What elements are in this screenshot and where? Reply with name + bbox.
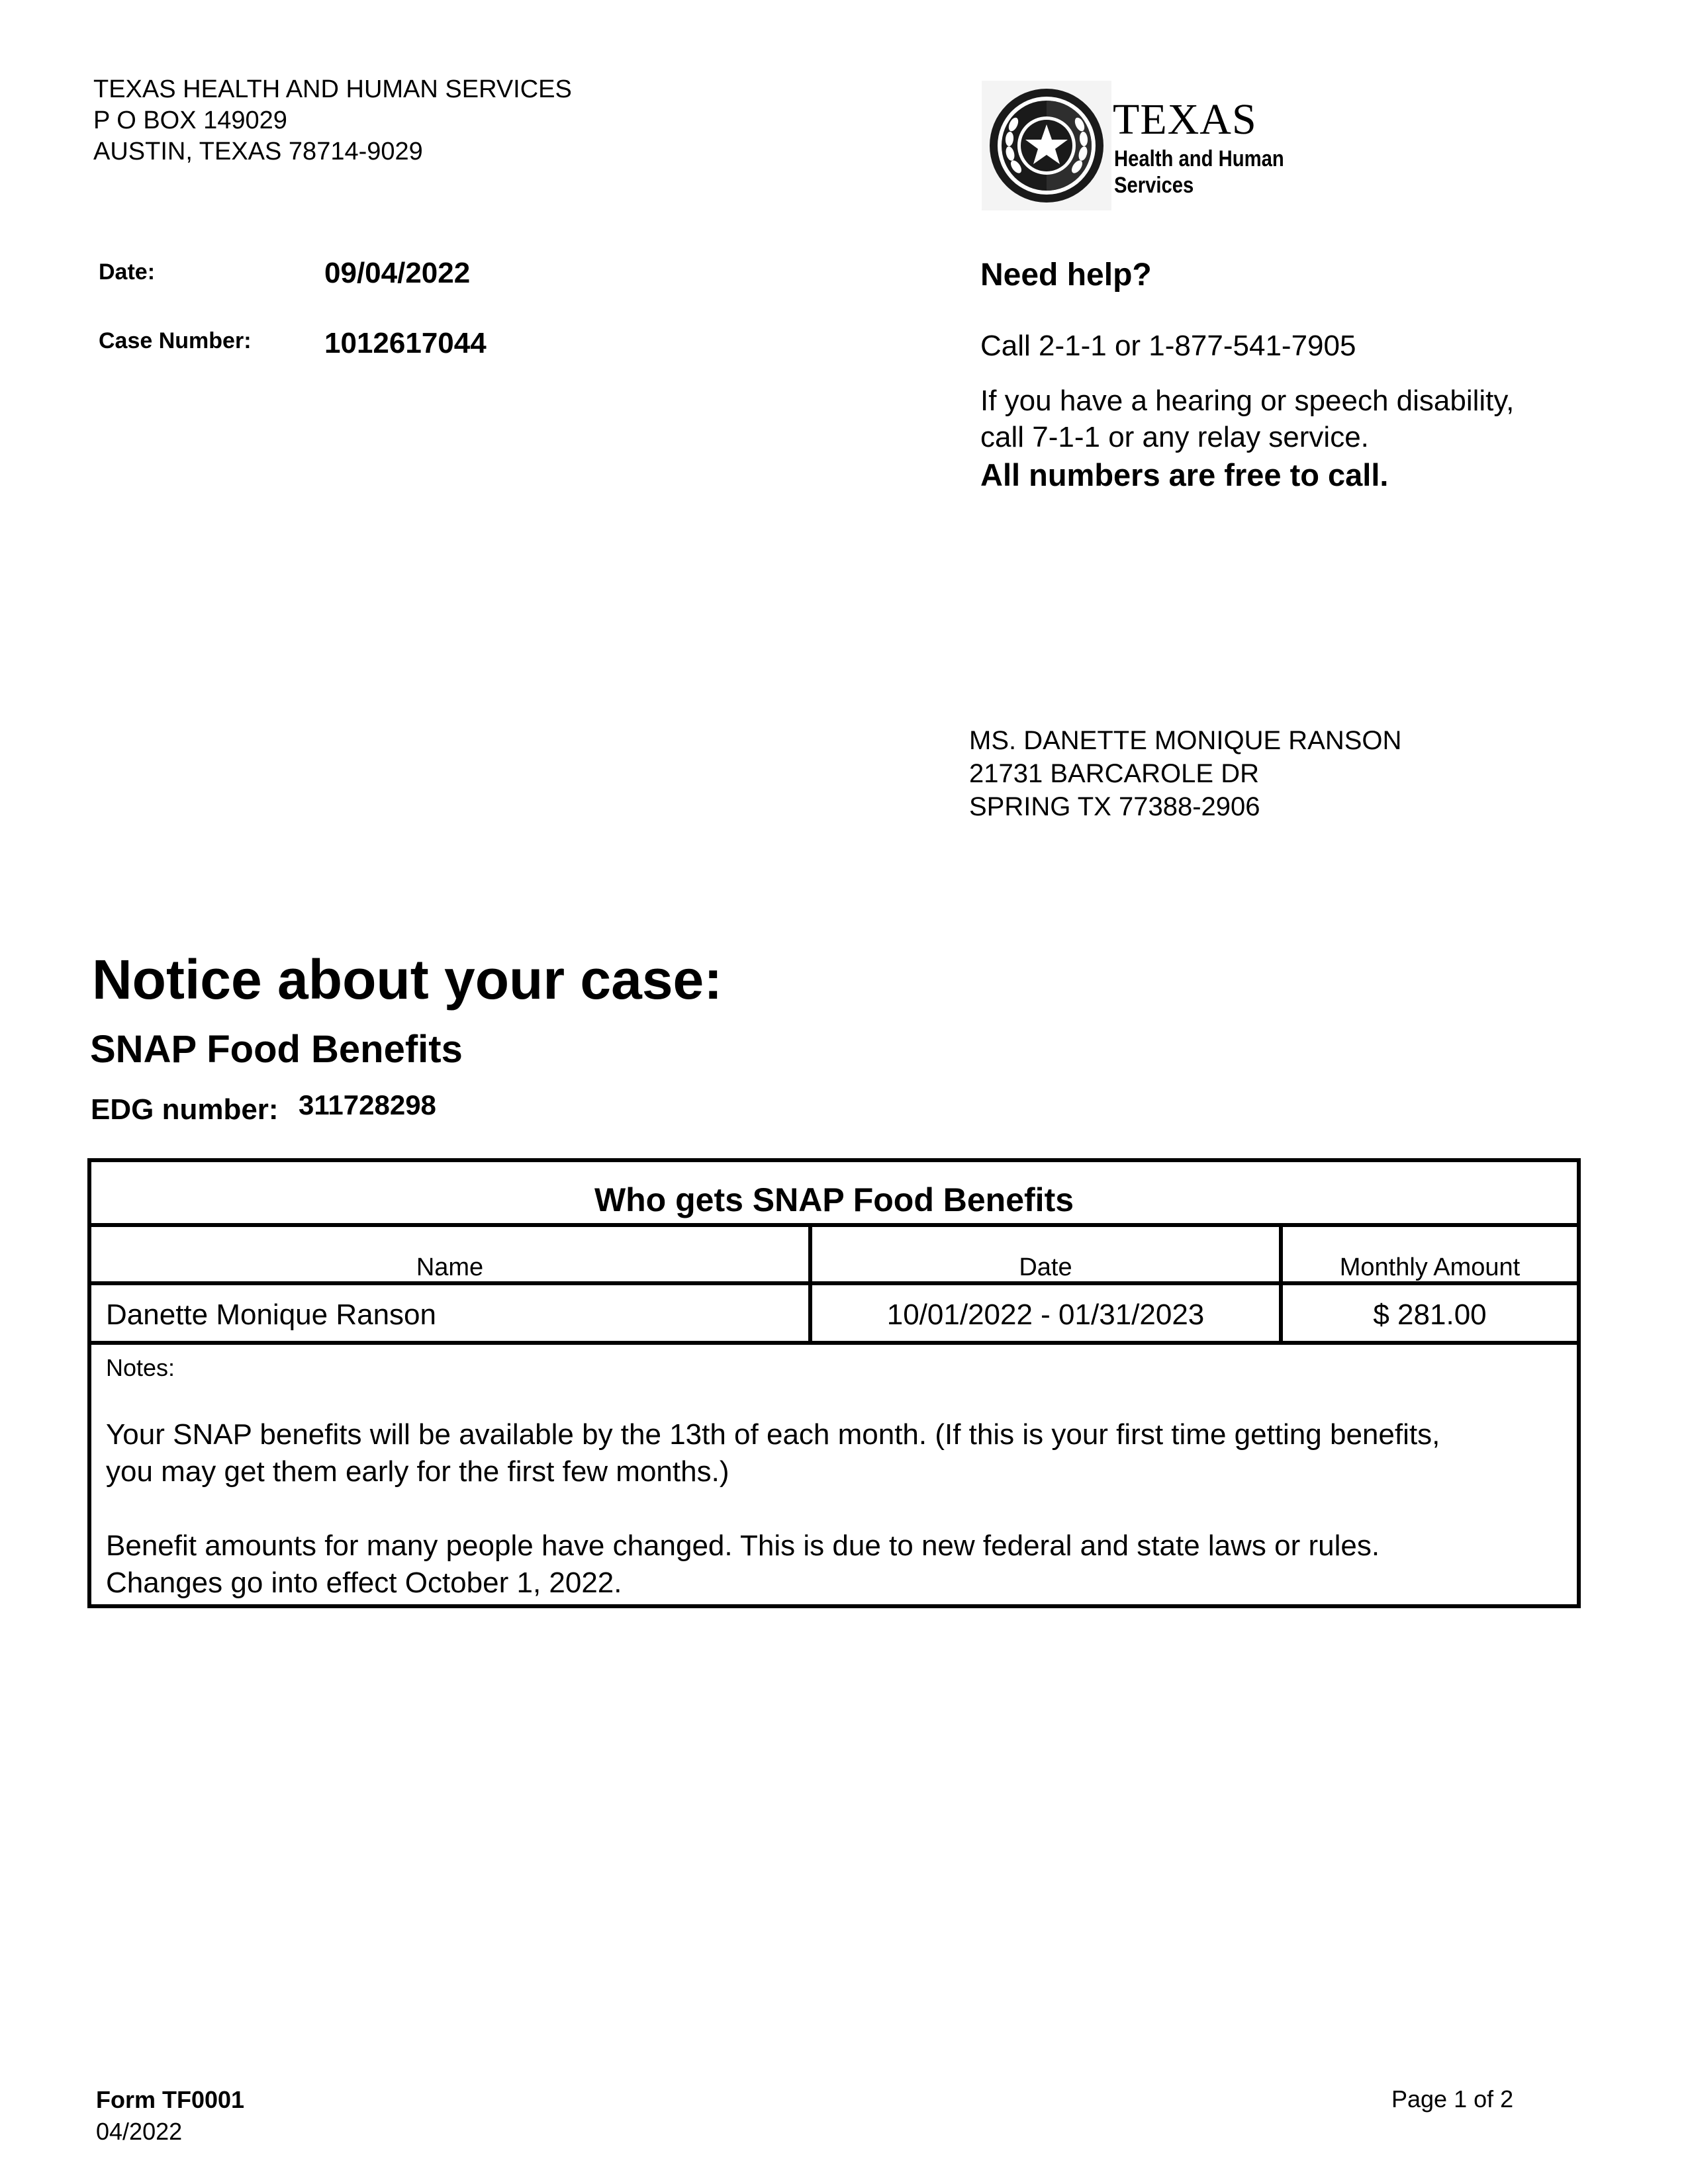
- date-value: 09/04/2022: [324, 257, 471, 289]
- help-relay-line-2: call 7-1-1 or any relay service.: [980, 421, 1369, 453]
- logo-subtitle-line-2: Services: [1114, 173, 1194, 198]
- note-availability-line-1: Your SNAP benefits will be available by the 13th of each month. (If this is your first time getting benefits,: [106, 1418, 1440, 1451]
- table-divider: [91, 1223, 1577, 1227]
- help-title: Need help?: [980, 257, 1152, 293]
- page-number: Page 1 of 2: [1391, 2085, 1514, 2113]
- edg-number-label: EDG number:: [91, 1093, 279, 1126]
- case-number-label: Case Number:: [99, 328, 252, 353]
- help-relay-info: [980, 383, 1514, 455]
- note-availability: [106, 1416, 1440, 1490]
- column-header-monthly-amount: Monthly Amount: [1339, 1253, 1521, 1281]
- notice-subtitle: SNAP Food Benefits: [90, 1028, 463, 1071]
- form-id: Form TF0001: [96, 2086, 245, 2113]
- benefits-table: [87, 1158, 1581, 1608]
- note-availability-line-2: you may get them early for the first few months.): [106, 1455, 729, 1488]
- sender-address: [93, 74, 572, 167]
- form-date: 04/2022: [96, 2118, 183, 2145]
- sender-line-1: TEXAS HEALTH AND HUMAN SERVICES: [93, 75, 572, 103]
- note-changes-line-1: Benefit amounts for many people have changed. This is due to new federal and state laws or rules.: [106, 1529, 1380, 1562]
- notice-title: Notice about your case:: [92, 948, 723, 1011]
- logo-subtitle-line-1: Health and Human: [1114, 146, 1284, 171]
- recipient-line-1: MS. DANETTE MONIQUE RANSON: [969, 726, 1402, 755]
- table-title: Who gets SNAP Food Benefits: [594, 1181, 1074, 1218]
- table-cell-date: 10/01/2022 - 01/31/2023: [886, 1298, 1205, 1331]
- column-header-date: Date: [1019, 1253, 1072, 1281]
- recipient-line-3: SPRING TX 77388-2906: [969, 792, 1260, 821]
- column-header-name: Name: [416, 1253, 484, 1281]
- help-relay-line-1: If you have a hearing or speech disability,: [980, 385, 1515, 417]
- recipient-line-2: 21731 BARCAROLE DR: [969, 759, 1259, 788]
- notes-label: Notes:: [106, 1354, 175, 1381]
- logo-subtitle: [1114, 146, 1284, 199]
- edg-number-value: 311728298: [299, 1089, 436, 1120]
- date-label: Date:: [99, 259, 156, 285]
- help-free-note: All numbers are free to call.: [980, 457, 1389, 492]
- texas-seal-icon: [982, 81, 1111, 210]
- table-divider: [91, 1341, 1577, 1345]
- note-changes-line-2: Changes go into effect October 1, 2022.: [106, 1567, 622, 1599]
- table-cell-amount: $ 281.00: [1373, 1298, 1487, 1331]
- note-changes: [106, 1527, 1380, 1602]
- sender-line-3: AUSTIN, TEXAS 78714-9029: [93, 138, 423, 165]
- table-cell-name: Danette Monique Ranson: [106, 1298, 436, 1331]
- sender-line-2: P O BOX 149029: [93, 107, 287, 134]
- help-phone: Call 2-1-1 or 1-877-541-7905: [980, 330, 1356, 362]
- logo-wordmark: TEXAS: [1113, 95, 1257, 144]
- case-number-value: 1012617044: [324, 327, 487, 359]
- recipient-address: [969, 724, 1401, 823]
